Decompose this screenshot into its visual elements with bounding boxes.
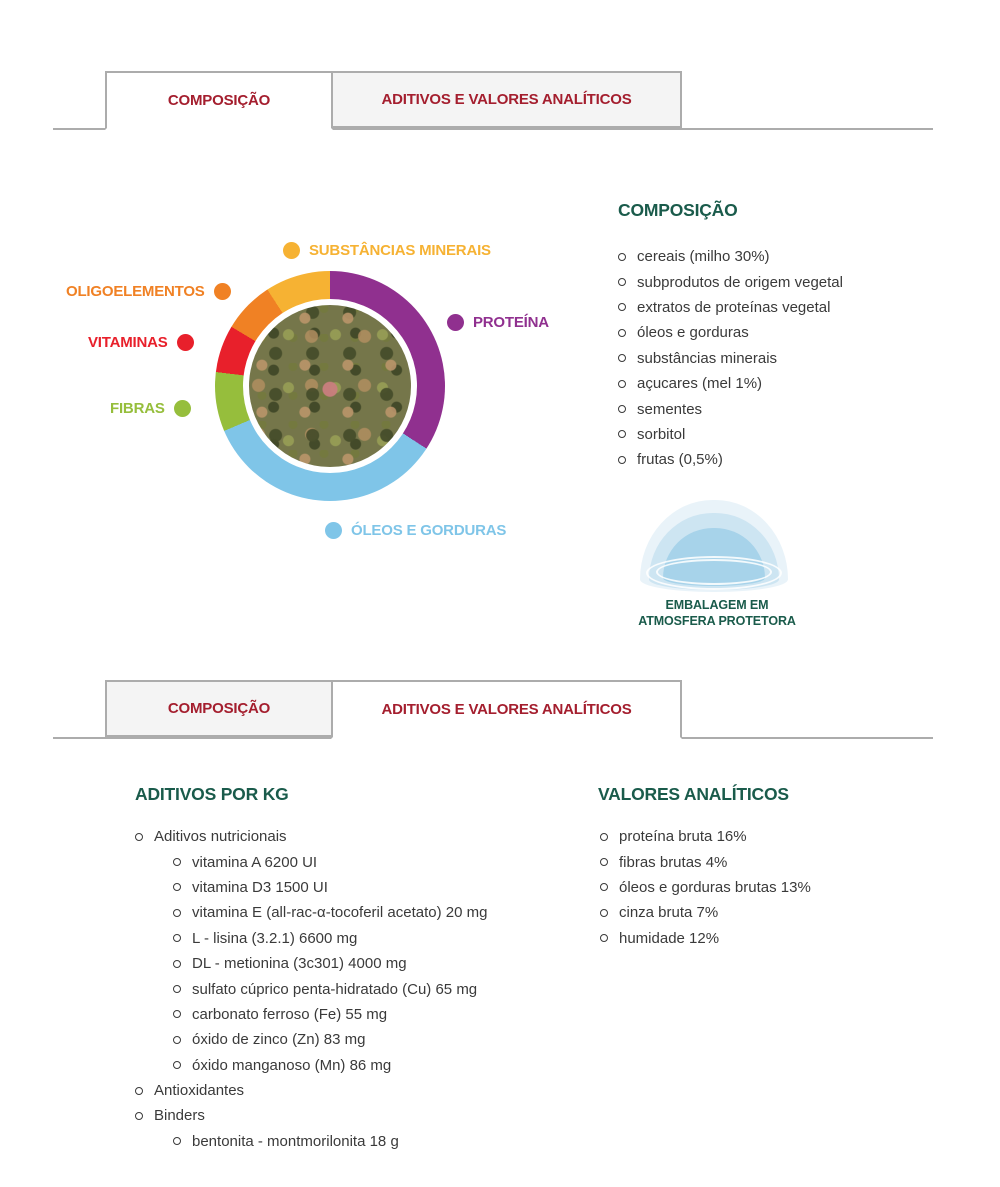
list-item: frutas (0,5%) bbox=[618, 447, 843, 472]
bullet-icon bbox=[618, 278, 626, 286]
packaging-caption: EMBALAGEM EM ATMOSFERA PROTETORA bbox=[638, 598, 796, 628]
list-item: sulfato cúprico penta-hidratado (Cu) 65 mg bbox=[135, 976, 487, 1001]
bullet-icon bbox=[618, 354, 626, 362]
bullet-icon bbox=[618, 329, 626, 337]
bullet-icon bbox=[618, 253, 626, 261]
list-item: DL - metionina (3c301) 4000 mg bbox=[135, 951, 487, 976]
bullet-icon bbox=[173, 1137, 181, 1145]
bullet-icon bbox=[135, 833, 143, 841]
bullet-icon bbox=[135, 1087, 143, 1095]
bullet-icon bbox=[173, 883, 181, 891]
list-item: cereais (milho 30%) bbox=[618, 244, 843, 269]
list-item: carbonato ferroso (Fe) 55 mg bbox=[135, 1002, 487, 1027]
list-item: vitamina D3 1500 UI bbox=[135, 875, 487, 900]
list-item: fibras brutas 4% bbox=[600, 849, 811, 874]
list-item: substâncias minerais bbox=[618, 346, 843, 371]
list-item: Aditivos nutricionais bbox=[135, 824, 487, 849]
bullet-icon bbox=[135, 1112, 143, 1120]
list-item: açucares (mel 1%) bbox=[618, 371, 843, 396]
list-item: sorbitol bbox=[618, 422, 843, 447]
protective-atmosphere-icon bbox=[640, 500, 788, 592]
legend-proteina bbox=[447, 314, 549, 331]
vitaminas-dot-icon bbox=[177, 334, 194, 351]
legend-vitaminas bbox=[88, 334, 194, 351]
list-item: humidade 12% bbox=[600, 926, 811, 951]
tab-bar-top bbox=[53, 71, 933, 130]
bullet-icon bbox=[173, 1036, 181, 1044]
tab-aditivos[interactable] bbox=[331, 71, 682, 128]
oleos-dot-icon bbox=[325, 522, 342, 539]
bullet-icon bbox=[600, 934, 608, 942]
legend-fibras bbox=[110, 400, 191, 417]
tab-aditivos-2[interactable] bbox=[331, 680, 682, 739]
minerais-dot-icon bbox=[283, 242, 300, 259]
tab-composicao-label: COMPOSIÇÃO bbox=[167, 700, 271, 717]
bullet-icon bbox=[173, 858, 181, 866]
proteina-dot-icon bbox=[447, 314, 464, 331]
list-item: subprodutos de origem vegetal bbox=[618, 269, 843, 294]
aditivos-title: ADITIVOS POR KG bbox=[135, 784, 289, 804]
bullet-icon bbox=[600, 883, 608, 891]
tab-aditivos-label: ADITIVOS E VALORES ANALÍTICOS bbox=[381, 91, 632, 108]
composition-donut-chart bbox=[215, 271, 445, 501]
list-item: bentonita - montmorilonita 18 g bbox=[135, 1129, 487, 1154]
kibble-photo bbox=[249, 305, 411, 467]
list-item: vitamina E (all-rac-α-tocoferil acetato) 20 mg bbox=[135, 900, 487, 925]
bullet-icon bbox=[173, 985, 181, 993]
legend-label: OLIGOELEMENTOS bbox=[66, 283, 205, 300]
list-item: sementes bbox=[618, 396, 843, 421]
bullet-icon bbox=[600, 909, 608, 917]
bullet-icon bbox=[618, 303, 626, 311]
bullet-icon bbox=[618, 430, 626, 438]
valores-title: VALORES ANALÍTICOS bbox=[598, 784, 789, 804]
legend-label: FIBRAS bbox=[110, 400, 165, 417]
legend-label: SUBSTÂNCIAS MINERAIS bbox=[309, 242, 491, 259]
list-item: L - lisina (3.2.1) 6600 mg bbox=[135, 926, 487, 951]
list-item: proteína bruta 16% bbox=[600, 824, 811, 849]
bullet-icon bbox=[173, 960, 181, 968]
tab-composicao[interactable] bbox=[105, 71, 333, 130]
legend-substancias-minerais bbox=[283, 242, 491, 259]
list-item: óleos e gorduras bbox=[618, 320, 843, 345]
legend-label: VITAMINAS bbox=[88, 334, 168, 351]
list-item: vitamina A 6200 UI bbox=[135, 849, 487, 874]
dome-arc bbox=[656, 559, 772, 585]
tab-aditivos-label: ADITIVOS E VALORES ANALÍTICOS bbox=[381, 701, 632, 718]
bullet-icon bbox=[618, 405, 626, 413]
bullet-icon bbox=[600, 858, 608, 866]
fibras-dot-icon bbox=[174, 400, 191, 417]
bullet-icon bbox=[173, 934, 181, 942]
bullet-icon bbox=[173, 909, 181, 917]
list-item: óleos e gorduras brutas 13% bbox=[600, 875, 811, 900]
tab-composicao-label: COMPOSIÇÃO bbox=[167, 92, 271, 109]
bullet-icon bbox=[618, 380, 626, 388]
legend-label: ÓLEOS E GORDURAS bbox=[351, 522, 507, 539]
composicao-list bbox=[618, 244, 843, 473]
aditivos-list bbox=[135, 824, 487, 1154]
tab-bar-bottom bbox=[53, 680, 933, 739]
list-item: cinza bruta 7% bbox=[600, 900, 811, 925]
legend-oleos-gorduras bbox=[325, 522, 506, 539]
list-item: extratos de proteínas vegetal bbox=[618, 295, 843, 320]
list-item: Antioxidantes bbox=[135, 1078, 487, 1103]
list-item: óxido manganoso (Mn) 86 mg bbox=[135, 1053, 487, 1078]
legend-label: PROTEÍNA bbox=[473, 314, 549, 331]
bullet-icon bbox=[600, 833, 608, 841]
valores-list bbox=[600, 824, 811, 951]
tab-composicao-2[interactable] bbox=[105, 680, 333, 737]
list-item: Binders bbox=[135, 1103, 487, 1128]
bullet-icon bbox=[173, 1061, 181, 1069]
legend-oligoelementos bbox=[66, 283, 231, 300]
list-item: óxido de zinco (Zn) 83 mg bbox=[135, 1027, 487, 1052]
composicao-title: COMPOSIÇÃO bbox=[618, 200, 738, 220]
bullet-icon bbox=[618, 456, 626, 464]
bullet-icon bbox=[173, 1010, 181, 1018]
oligoelementos-dot-icon bbox=[214, 283, 231, 300]
